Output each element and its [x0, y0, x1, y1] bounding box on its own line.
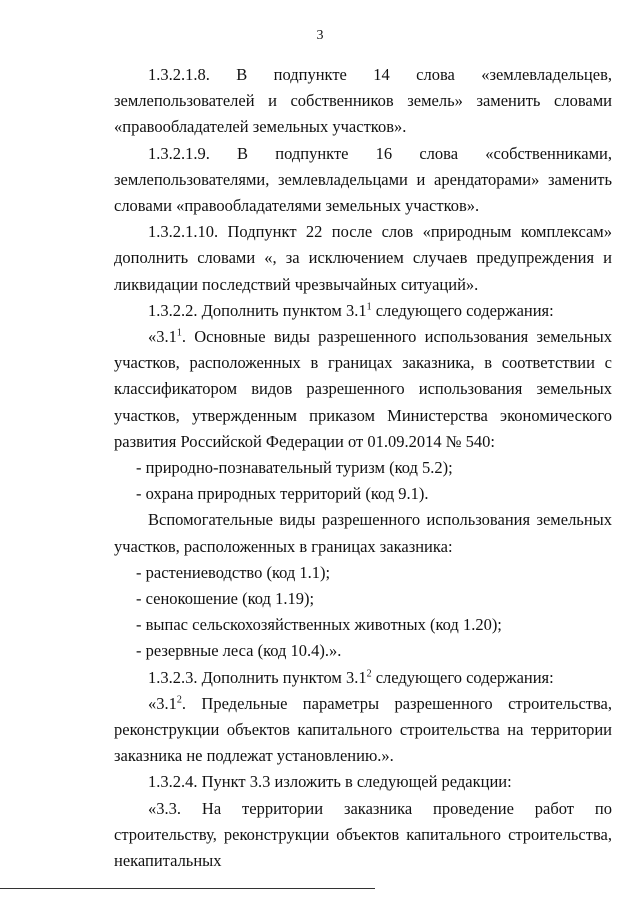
paragraph-1-3-2-3: 1.3.2.3. Дополнить пунктом $3.1^2$ следующего содержания: — [148, 667, 554, 687]
list-item-reserve-forests: - резервные леса (код 10.4).». — [136, 641, 342, 661]
paragraph-1-3-2-1-8: 1.3.2.1.8. В подпункте 14 слова «землевладельцев, землепользователей и собственников земель» заменить словами «правообладателей земельных участков». — [114, 65, 612, 137]
list-item-plant-growing: - растениеводство (код 1.1); — [136, 562, 331, 582]
paragraph-3-1-2-limits: «$3.1^2$. Предельные параметры разрешенного строительства, реконструкции объектов капитального строительства на территории заказника не подлежат установлению.». — [114, 693, 612, 766]
paragraph-1-3-2-4: 1.3.2.4. Пункт 3.3 изложить в следующей редакции: — [148, 772, 512, 792]
page-number: 3 — [316, 28, 324, 43]
paragraph-1-3-2-1-10: 1.3.2.1.10. Подпункт 22 после слов «природным комплексам» дополнить словами «, за исключением случаев предупреждения и ликвидации последствий чрезвычайных ситуаций». — [114, 222, 612, 294]
paragraph-3-3-construction: «3.3. На территории заказника проведение работ по строительству, реконструкции объектов капитального строительства, некапитальных — [114, 798, 612, 871]
list-item-tourism: - природно-познавательный туризм (код 5.2); — [136, 458, 453, 478]
document-body — [114, 62, 612, 874]
paragraph-1-3-2-1-9: 1.3.2.1.9. В подпункте 16 слова «собственниками, землепользователями, землевладельцами и арендаторами» заменить словами «правообладателями земельных участков». — [114, 143, 612, 216]
paragraph-auxiliary-uses: Вспомогательные виды разрешенного использования земельных участков, расположенных в границах заказника: — [114, 510, 612, 556]
list-item-grazing: - выпас сельскохозяйственных животных (код 1.20); — [136, 615, 502, 635]
list-item-nature-protection: - охрана природных территорий (код 9.1). — [136, 484, 429, 504]
footer-divider — [0, 888, 375, 889]
list-item-haymaking: - сенокошение (код 1.19); — [136, 589, 315, 609]
paragraph-1-3-2-2: 1.3.2.2. Дополнить пунктом $3.1^1$ следующего содержания: — [148, 300, 554, 320]
paragraph-3-1-1-main-uses: «$3.1^1$. Основные виды разрешенного использования земельных участков, расположенных в границах заказника, в соответствии с классификатором видов разрешенного использования земельных участков, утвержденным приказом Министерства экономического развития Российской Федерации от 01.09.2014 № 540: — [114, 327, 612, 451]
